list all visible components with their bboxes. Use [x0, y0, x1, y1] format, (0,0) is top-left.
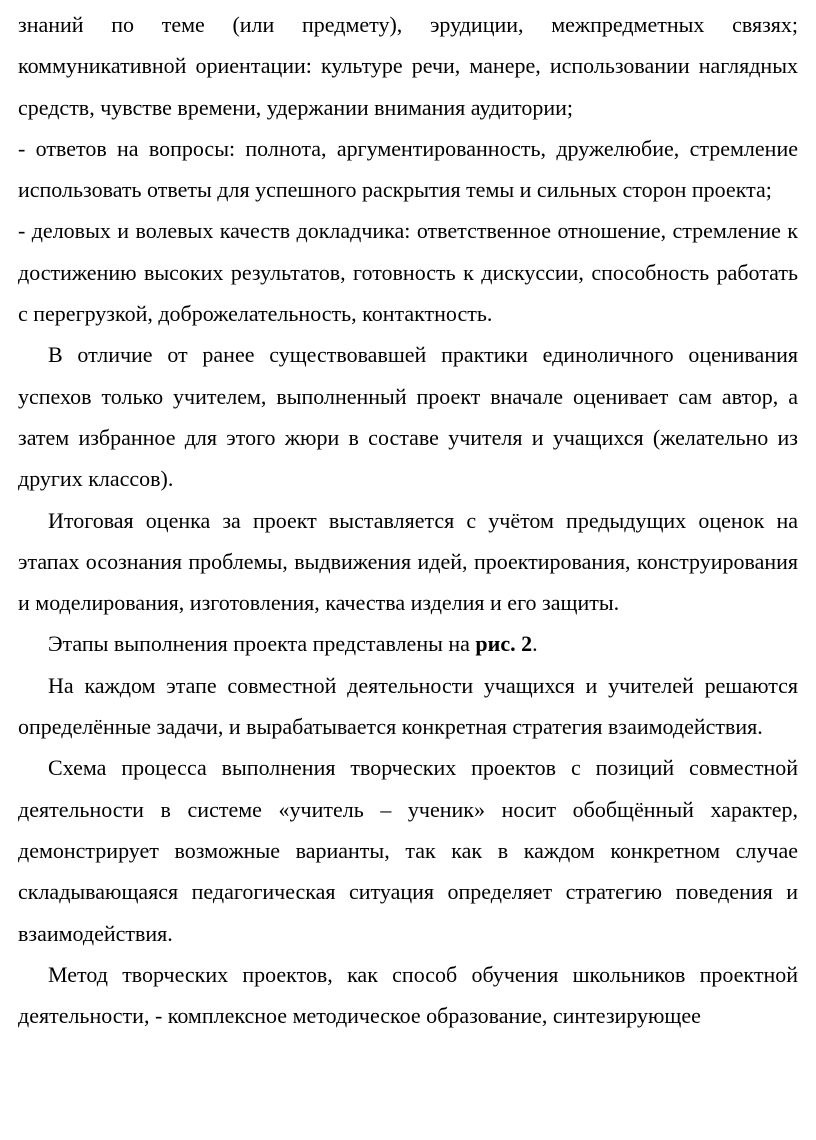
paragraph-creative-projects-method: Метод творческих проектов, как способ обучения школьников проектной деятельности, - комплексное методическое образование, синтезирующее	[18, 961, 798, 1029]
figure-reference: рис. 2	[475, 631, 533, 657]
stages-figure-text: Этапы выполнения проекта представлены на	[48, 631, 476, 657]
document-page	[18, 4, 798, 1036]
paragraph-answers-criteria: - ответов на вопросы: полнота, аргументированность, дружелюбие, стремление использовать ответы для успешного раскрытия темы и сильных сторон проекта;	[18, 135, 798, 203]
stages-figure-period: .	[532, 631, 538, 657]
paragraph-evaluation-practice: В отличие от ранее существовавшей практики единоличного оценивания успехов только учителем, выполненный проект вначале оценивает сам автор, а затем избранное для этого жюри в составе учителя и учащихся (желательно из других классов).	[18, 342, 798, 492]
paragraph-speaker-qualities: - деловых и волевых качеств докладчика: ответственное отношение, стремление к достижению высоких результатов, готовность к дискуссии, способность работать с перегрузкой, доброжелательность, контактность.	[18, 218, 798, 327]
paragraph-stages-figure	[18, 623, 798, 664]
paragraph-joint-activity: На каждом этапе совместной деятельности учащихся и учителей решаются определённые задачи, и вырабатывается конкретная стратегия взаимодействия.	[18, 672, 798, 740]
paragraph-final-grade: Итоговая оценка за проект выставляется с учётом предыдущих оценок на этапах осознания проблемы, выдвижения идей, проектирования, конструирования и моделирования, изготовления, качества изделия и его защиты.	[18, 507, 798, 616]
paragraph-process-scheme: Схема процесса выполнения творческих проектов с позиций совместной деятельности в системе «учитель – ученик» носит обобщённый характер, демонстрирует возможные варианты, так как в каждом конкретном случае складывающаяся педагогическая ситуация определяет стратегию поведения и взаимодействия.	[18, 755, 798, 946]
paragraph-criteria-continued: знаний по теме (или предмету), эрудиции, межпредметных связях; коммуникативной ориентации: культуре речи, манере, использовании наглядных средств, чувстве времени, удержании внимания аудитории;	[18, 12, 798, 120]
